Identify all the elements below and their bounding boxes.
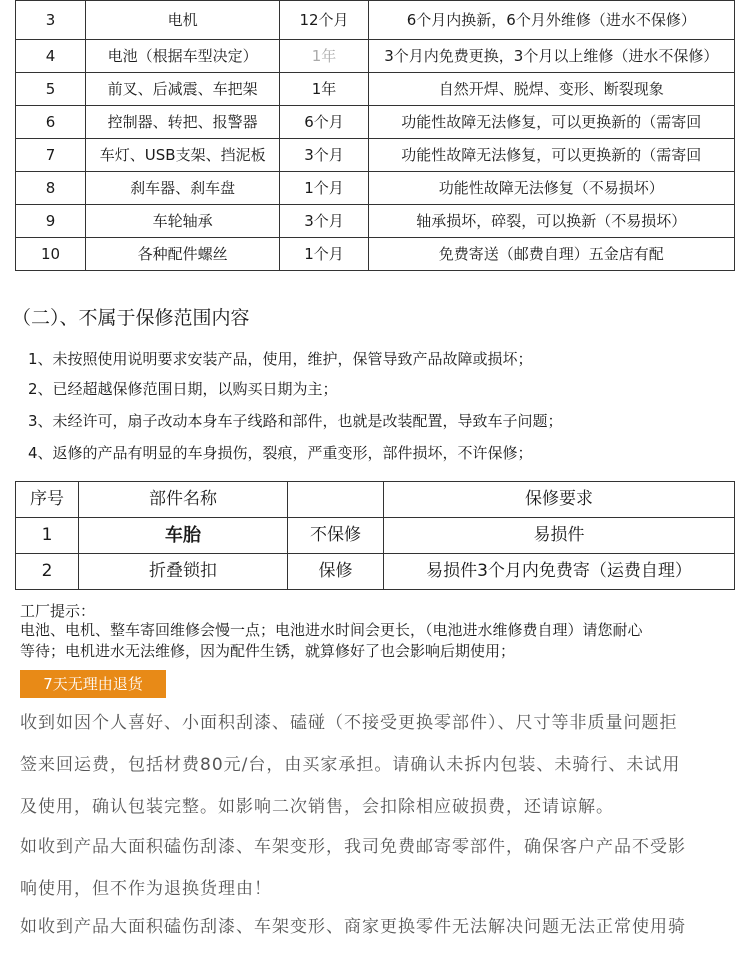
cell-period: 6个月	[280, 106, 368, 139]
table-row	[16, 205, 735, 238]
cell-period: 1年	[280, 40, 368, 73]
cell-part: 电机	[85, 1, 279, 40]
return-paragraph-3	[20, 906, 735, 948]
cell-requirement: 易损件3个月内免费寄（运费自理）	[384, 554, 735, 590]
cell-period: 12个月	[280, 1, 368, 40]
cell-description: 自然开焊、脱焊、变形、断裂现象	[368, 73, 734, 106]
factory-tip-body	[20, 620, 742, 662]
cell-description: 3个月内免费更换，3个月以上维修（进水不保修）	[368, 40, 734, 73]
table-row	[16, 172, 735, 205]
cell-no: 10	[16, 238, 86, 271]
paragraph-line: 如收到产品大面积磕伤刮漆、车架变形、商家更换零件无法解决问题无法正常使用骑	[20, 917, 686, 937]
section-title: （二）、不属于保修范围内容	[12, 307, 250, 329]
table-row	[16, 238, 735, 271]
cell-part: 车灯、USB支架、挡泥板	[85, 139, 279, 172]
col-header-status	[288, 482, 384, 518]
table-row	[16, 1, 735, 40]
cell-description: 6个月内换新，6个月外维修（进水不保修）	[368, 1, 734, 40]
rule-item: 3、未经许可，扇子改动本身车子线路和部件，也就是改装配置，导致车子问题；	[28, 412, 563, 430]
return-paragraph-1	[20, 702, 735, 828]
cell-description: 功能性故障无法修复（不易损坏）	[368, 172, 734, 205]
cell-requirement: 易损件	[384, 518, 735, 554]
cell-description: 功能性故障无法修复，可以更换新的（需寄回	[368, 106, 734, 139]
rule-item: 1、未按照使用说明要求安装产品，使用，维护，保管导致产品故障或损坏；	[28, 350, 533, 368]
cell-period: 3个月	[280, 139, 368, 172]
col-header-part: 部件名称	[79, 482, 288, 518]
warranty-table	[15, 0, 735, 271]
paragraph-line: 签来回运费，包括材费80元/台，由买家承担。请确认未拆内包装、未骑行、未试用	[20, 755, 681, 775]
table-row	[16, 139, 735, 172]
paragraph-line: 响使用，但不作为退换货理由！	[20, 879, 272, 899]
exclusion-table	[15, 481, 735, 590]
factory-tip-line: 等待；电机进水无法维修，因为配件生锈，就算修好了也会影响后期使用；	[20, 642, 516, 660]
return-paragraph-2	[20, 826, 735, 910]
col-header-no: 序号	[16, 482, 79, 518]
cell-description: 轴承损坏，碎裂，可以换新（不易损坏）	[368, 205, 734, 238]
cell-no: 6	[16, 106, 86, 139]
table-header-row	[16, 482, 735, 518]
cell-no: 3	[16, 1, 86, 40]
cell-no: 7	[16, 139, 86, 172]
rule-item: 2、已经超越保修范围日期，以购买日期为主；	[28, 380, 338, 398]
cell-no: 9	[16, 205, 86, 238]
paragraph-line: 及使用，确认包装完整。如影响二次销售，会扣除相应破损费，还请谅解。	[20, 797, 614, 817]
cell-part: 车胎	[79, 518, 288, 554]
cell-part: 刹车器、刹车盘	[85, 172, 279, 205]
table-row	[16, 554, 735, 590]
cell-no: 1	[16, 518, 79, 554]
cell-part: 车轮轴承	[85, 205, 279, 238]
cell-status: 不保修	[288, 518, 384, 554]
paragraph-line: 收到如因个人喜好、小面积刮漆、磕碰（不接受更换零部件）、尺寸等非质量问题拒	[20, 713, 678, 733]
table-row	[16, 106, 735, 139]
paragraph-line: 如收到产品大面积磕伤刮漆、车架变形，我司免费邮寄零部件，确保客户产品不受影	[20, 837, 686, 857]
cell-no: 4	[16, 40, 86, 73]
cell-period: 3个月	[280, 205, 368, 238]
cell-no: 8	[16, 172, 86, 205]
cell-status: 保修	[288, 554, 384, 590]
cell-no: 5	[16, 73, 86, 106]
cell-description: 免费寄送（邮费自理）五金店有配	[368, 238, 734, 271]
cell-part: 折叠锁扣	[79, 554, 288, 590]
return-policy-badge: 7天无理由退货	[20, 670, 166, 698]
factory-tip-title: 工厂提示：	[20, 602, 96, 620]
cell-period: 1年	[280, 73, 368, 106]
table-row	[16, 518, 735, 554]
table-row	[16, 73, 735, 106]
cell-period: 1个月	[280, 172, 368, 205]
cell-part: 控制器、转把、报警器	[85, 106, 279, 139]
cell-description: 功能性故障无法修复，可以更换新的（需寄回	[368, 139, 734, 172]
factory-tip-line: 电池、电机、整车寄回维修会慢一点；电池进水时间会更长，（电池进水维修费自理）请您耐心	[20, 621, 643, 639]
cell-part: 各种配件螺丝	[85, 238, 279, 271]
cell-part: 前叉、后减震、车把架	[85, 73, 279, 106]
col-header-requirement: 保修要求	[384, 482, 735, 518]
rule-item: 4、返修的产品有明显的车身损伤，裂痕，严重变形，部件损坏，不许保修；	[28, 444, 533, 462]
cell-no: 2	[16, 554, 79, 590]
cell-period: 1个月	[280, 238, 368, 271]
cell-part: 电池（根据车型决定）	[85, 40, 279, 73]
table-row	[16, 40, 735, 73]
